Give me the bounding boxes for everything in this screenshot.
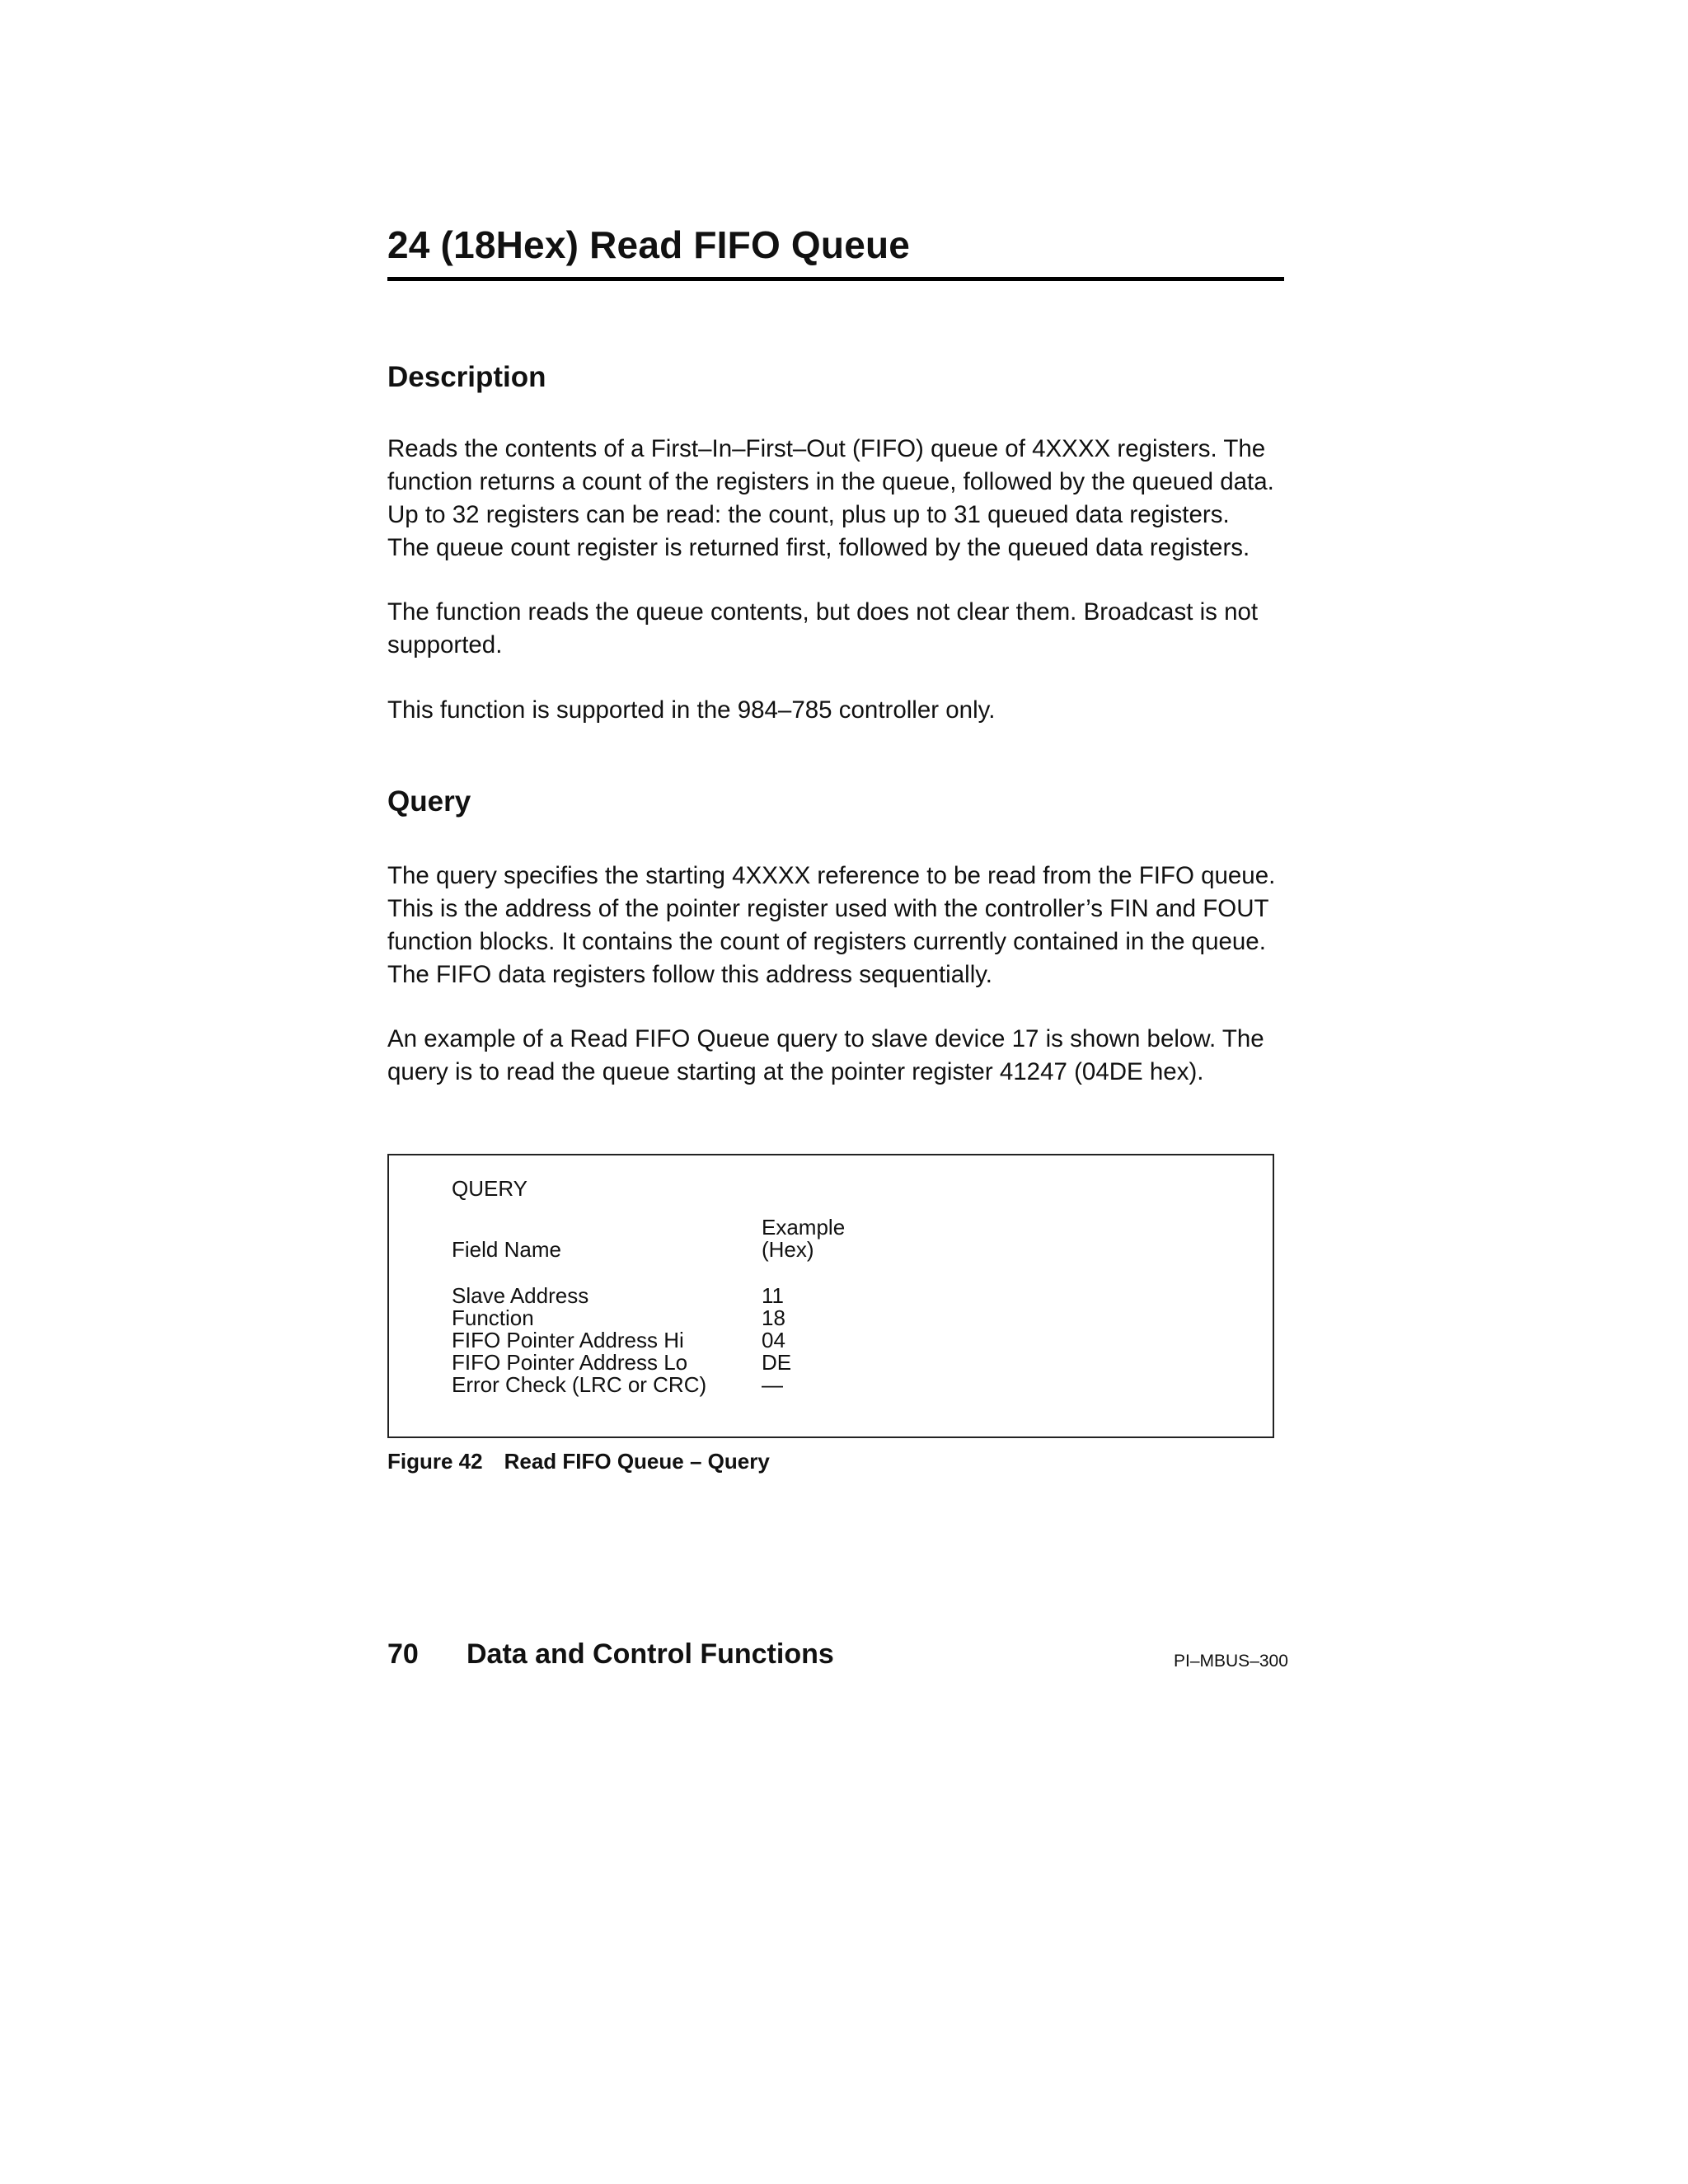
description-heading: Description	[387, 361, 546, 393]
text-line: This function is supported in the 984–785 controller only.	[387, 696, 996, 724]
query-figure-box	[387, 1154, 1274, 1438]
field-row-value: 11	[762, 1283, 784, 1308]
description-paragraph-2	[387, 596, 1294, 662]
figure-caption-text: Read FIFO Queue – Query	[504, 1449, 770, 1474]
figure-box-title: QUERY	[452, 1176, 528, 1201]
query-paragraph-2	[387, 1023, 1294, 1089]
text-line: This is the address of the pointer register used with the controller’s FIN and FOUT	[387, 895, 1269, 922]
figure-number: Figure 42	[387, 1449, 483, 1474]
description-paragraph-3	[387, 694, 1294, 727]
field-name-header: Field Name	[452, 1237, 561, 1262]
text-line: The function reads the queue contents, but does not clear them. Broadcast is not	[387, 598, 1259, 626]
field-row-label: FIFO Pointer Address Hi	[452, 1328, 684, 1352]
footer-document-id: PI–MBUS–300	[1174, 1652, 1288, 1671]
text-line: function blocks. It contains the count of registers currently contained in the queue.	[387, 928, 1266, 955]
description-paragraph-1	[387, 433, 1294, 565]
text-line: The FIFO data registers follow this address sequentially.	[387, 961, 992, 988]
text-line: supported.	[387, 631, 503, 658]
text-line: query is to read the queue starting at the pointer register 41247 (04DE hex).	[387, 1058, 1204, 1085]
chapter-title: 24 (18Hex) Read FIFO Queue	[387, 223, 911, 266]
field-row-value: —	[762, 1372, 783, 1397]
text-line: An example of a Read FIFO Queue query to slave device 17 is shown below. The	[387, 1025, 1264, 1052]
field-row-label: Function	[452, 1305, 534, 1330]
example-header-line2: (Hex)	[762, 1237, 814, 1262]
query-heading: Query	[387, 785, 471, 818]
text-line: The query specifies the starting 4XXXX reference to be read from the FIFO queue.	[387, 862, 1276, 889]
field-row-value: DE	[762, 1350, 792, 1375]
text-line: function returns a count of the registers in the queue, followed by the queued data.	[387, 468, 1274, 495]
title-rule	[387, 277, 1284, 281]
footer-page-number: 70	[387, 1638, 419, 1670]
figure-caption	[387, 1449, 770, 1474]
text-line: Up to 32 registers can be read: the count, plus up to 31 queued data registers.	[387, 501, 1230, 528]
text-line: The queue count register is returned first, followed by the queued data registers.	[387, 534, 1250, 561]
example-header-line1: Example	[762, 1215, 846, 1240]
query-paragraph-1	[387, 860, 1294, 991]
field-row-value: 18	[762, 1305, 785, 1330]
field-row-value: 04	[762, 1328, 785, 1352]
footer-section-title: Data and Control Functions	[467, 1638, 834, 1670]
field-row-label: Slave Address	[452, 1283, 589, 1308]
field-row-label: Error Check (LRC or CRC)	[452, 1372, 707, 1397]
field-row-label: FIFO Pointer Address Lo	[452, 1350, 688, 1375]
text-line: Reads the contents of a First–In–First–Out (FIFO) queue of 4XXXX registers. The	[387, 435, 1266, 462]
